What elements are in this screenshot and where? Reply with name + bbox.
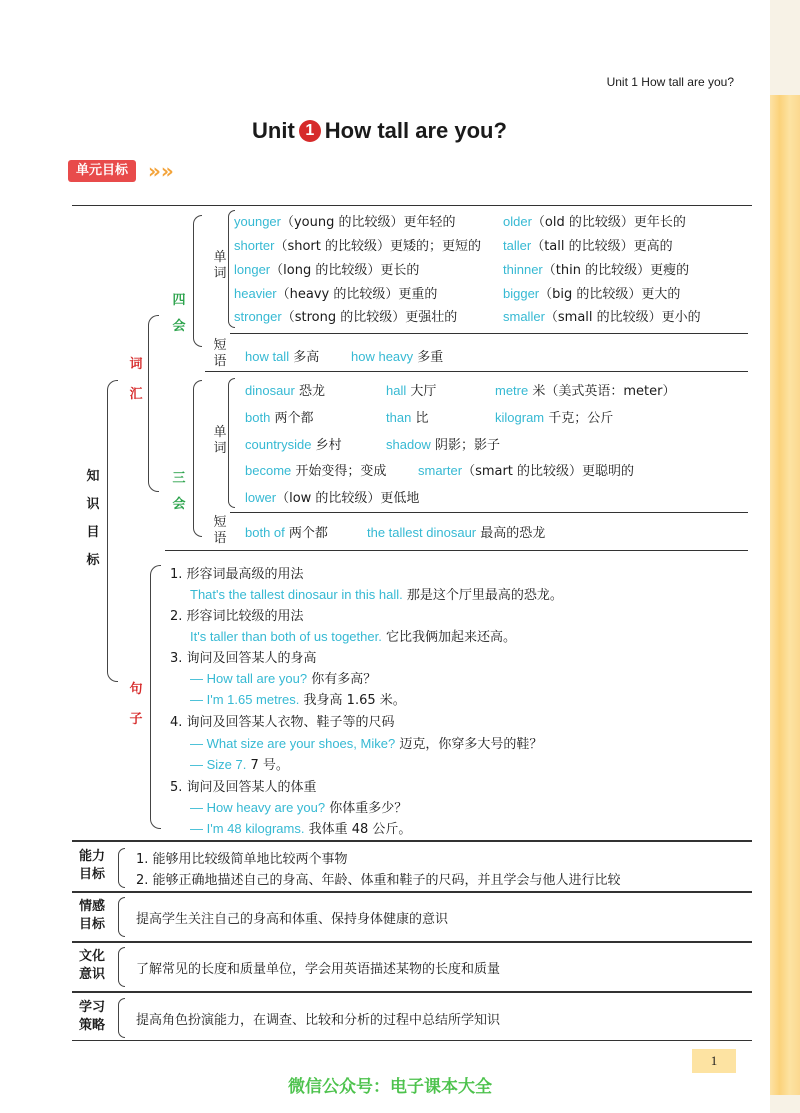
word-en: kilogram [495,410,545,425]
goal-text: 了解常见的长度和质量单位，学会用英语描述某物的长度和质量 [136,962,501,977]
sentence-line [190,668,376,687]
label-char: 句 [129,682,143,697]
brace-sanhui [193,380,202,537]
rule-sanhui-words [230,512,748,513]
label-char: 目 [86,525,100,540]
sentence-zh: 迈克，你穿多大号的鞋？ [399,737,543,752]
word-entry [234,211,456,230]
goal-label-line: 情感 [78,899,105,914]
label-char: 标 [86,553,100,568]
sentence-heading: 5. 询问及回答某人的体重 [170,780,317,795]
word-en: stronger [234,309,282,324]
brace-goal4 [118,998,125,1038]
word-entry [503,306,701,325]
word-entry [503,235,673,254]
page-number: 1 [692,1049,736,1073]
label-char: 词 [213,266,227,281]
word-en: smarter [418,463,463,478]
sentence-line [190,689,406,708]
word-entry [495,380,675,399]
word-zh: （long 的比较级）更长的 [270,263,420,278]
brace-cihui [148,315,159,492]
phrase-en: both of [245,525,285,540]
label-char: 四 [172,293,186,308]
word-zh: （old 的比较级）更年长的 [531,215,686,230]
word-entry [495,407,613,426]
word-zh: （smart 的比较级）更聪明的 [462,464,635,479]
goal-label-line: 策略 [78,1018,105,1033]
goal-label-line: 文化 [78,949,105,964]
word-zh: （thin 的比较级）更瘦的 [542,263,690,278]
label-phrases-three [211,515,229,547]
phrase-en: how heavy [351,349,414,364]
goal-label-line: 意识 [78,967,105,982]
word-zh: （tall 的比较级）更高的 [531,239,673,254]
sentence-line [190,584,563,603]
rule-bottom [72,1040,752,1041]
sentence-en: — What size are your shoes, Mike? [190,736,396,751]
goal-label-ability [72,848,112,884]
word-entry [386,407,428,426]
sentence-line [190,797,407,816]
label-char: 子 [129,712,143,727]
rule-sihui-words [230,333,748,334]
phrase-entry [367,522,545,541]
label-char: 短 [213,515,227,530]
label-char: 三 [172,471,186,486]
sentence-heading: 2. 形容词比较级的用法 [170,609,304,624]
goal-text: 提高角色扮演能力，在调查、比较和分析的过程中总结所学知识 [136,1013,501,1028]
label-char: 识 [86,497,100,512]
word-zh: （strong 的比较级）更强壮的 [281,310,458,325]
label-char: 会 [172,319,186,334]
word-en: taller [503,238,532,253]
unit-number-badge: 1 [299,120,321,142]
brace-juzi [150,565,161,829]
page-edge-line [765,104,800,1104]
rule-cihui [165,550,748,551]
sentence-heading: 3. 询问及回答某人的身高 [170,651,317,666]
word-entry [245,380,325,399]
phrase-zh: 两个都 [288,526,328,541]
word-entry [503,211,686,230]
rule-goal2 [72,941,752,943]
phrase-entry [351,346,443,365]
word-entry [234,306,457,325]
sentence-en: — How tall are you? [190,671,308,686]
goal-text: 提高学生关注自己的身高和体重、保持身体健康的意识 [136,912,449,927]
word-zh: 阴影；影子 [434,438,500,453]
brace-sanhui-words [228,378,235,508]
phrase-entry [245,522,328,541]
word-entry [245,434,342,453]
word-zh: 两个都 [274,411,314,426]
goal-text: 2. 能够正确地描述自己的身高、年龄、体重和鞋子的尺码，并且学会与他人进行比较 [136,873,621,888]
word-en: dinosaur [245,383,295,398]
sentence-line [190,733,542,752]
phrase-zh: 多重 [417,350,444,365]
sentence-en: — I'm 1.65 metres. [190,692,300,707]
goal-text: 1. 能够用比较级简单地比较两个事物 [136,852,348,867]
brace-goal2 [118,897,125,937]
phrase-en: how tall [245,349,290,364]
label-four-skill [170,288,188,340]
word-zh: 比 [415,411,429,426]
word-en: metre [495,383,529,398]
label-char: 语 [213,531,227,546]
goal-label-culture [72,948,112,984]
word-en: shorter [234,238,275,253]
word-entry [245,487,419,506]
label-char: 词 [213,441,227,456]
label-three-skill [170,466,188,518]
sentence-line [190,818,411,837]
phrase-zh: 多高 [293,350,320,365]
label-words-four [211,250,229,282]
label-knowledge-goal [84,463,102,575]
label-char: 单 [213,425,227,440]
word-en: countryside [245,437,312,452]
word-entry [234,283,437,302]
brace-goal1 [118,848,125,888]
label-sentences [127,675,145,735]
goal-label-line: 能力 [78,849,105,864]
sentence-zh: 你体重多少？ [329,801,408,816]
word-zh: （young 的比较级）更年轻的 [280,215,456,230]
word-entry [386,434,500,453]
word-zh: （short 的比较级）更矮的；更短的 [274,239,482,254]
sentence-heading: 1. 形容词最高级的用法 [170,567,304,582]
title-prefix: Unit [252,118,295,143]
section-tag: 单元目标 [68,160,136,182]
word-en: than [386,410,412,425]
word-zh: 乡村 [315,438,342,453]
label-char: 会 [172,497,186,512]
sentence-zh: 我身高 1.65 米。 [303,693,406,708]
word-zh: 大厅 [410,384,437,399]
sentence-zh: 我体重 48 公斤。 [308,822,412,837]
word-en: heavier [234,286,277,301]
goal-label-line: 目标 [78,917,105,932]
sentence-zh: 7 号。 [250,758,289,773]
top-rule [72,205,752,206]
rule-goal3 [72,991,752,993]
word-zh: 恐龙 [299,384,326,399]
word-en: hall [386,383,407,398]
word-en: younger [234,214,281,229]
word-en: shadow [386,437,431,452]
word-zh: 开始变得；变成 [295,464,387,479]
sentence-zh: 你有多高？ [311,672,377,687]
label-char: 短 [213,338,227,353]
label-words-three [211,425,229,457]
word-en: both [245,410,271,425]
goal-label-emotion [72,898,112,934]
label-char: 单 [213,250,227,265]
word-en: bigger [503,286,540,301]
brace-goal3 [118,947,125,987]
word-en: smaller [503,309,545,324]
goal-label-line: 学习 [78,1000,105,1015]
word-entry [386,380,436,399]
goal-label-line: 目标 [78,867,105,882]
label-char: 语 [213,354,227,369]
word-zh: （low 的比较级）更低地 [276,491,420,506]
title-text: How tall are you? [324,118,507,143]
word-en: older [503,214,532,229]
label-phrases-four [211,338,229,370]
sentence-en: — Size 7. [190,757,247,772]
phrase-entry [245,346,319,365]
page-title [252,118,507,144]
label-vocabulary [127,350,145,410]
sentence-en: — I'm 48 kilograms. [190,821,305,836]
word-en: thinner [503,262,543,277]
goal-label-strategy [72,999,112,1035]
rule-goal1 [72,891,752,893]
word-entry [418,460,634,479]
word-entry [503,259,689,278]
sentence-line [190,754,289,773]
phrase-zh: 最高的恐龙 [480,526,546,541]
chevron-icon: »» [148,159,174,183]
word-entry [234,235,481,254]
rule-knowledge-end [72,840,752,842]
label-char: 汇 [129,387,143,402]
word-entry [245,407,313,426]
word-entry [245,460,386,479]
watermark-text: 微信公众号：电子课本大全 [288,1077,492,1097]
word-zh: 米（美式英语：meter） [532,384,676,399]
word-en: lower [245,490,277,505]
phrase-en: the tallest dinosaur [367,525,477,540]
brace-knowledge [107,380,118,682]
word-zh: （big 的比较级）更大的 [539,287,681,302]
word-zh: （heavy 的比较级）更重的 [276,287,438,302]
word-en: become [245,463,292,478]
word-zh: 千克；公斤 [548,411,614,426]
word-entry [234,259,419,278]
word-entry [503,283,680,302]
rule-sihui-phrases [205,371,748,372]
brace-sihui [193,215,202,347]
word-zh: （small 的比较级）更小的 [544,310,701,325]
sentence-en: That's the tallest dinosaur in this hall. [190,587,403,602]
sentence-zh: 它比我俩加起来还高。 [385,630,516,645]
sentence-en: It's taller than both of us together. [190,629,382,644]
word-en: longer [234,262,271,277]
sentence-en: — How heavy are you? [190,800,326,815]
label-char: 知 [86,469,100,484]
sentence-heading: 4. 询问及回答某人衣物、鞋子等的尺码 [170,715,395,730]
sentence-zh: 那是这个厅里最高的恐龙。 [406,588,563,603]
label-char: 词 [129,357,143,372]
running-head: Unit 1 How tall are you? [606,75,734,89]
sentence-line [190,626,516,645]
